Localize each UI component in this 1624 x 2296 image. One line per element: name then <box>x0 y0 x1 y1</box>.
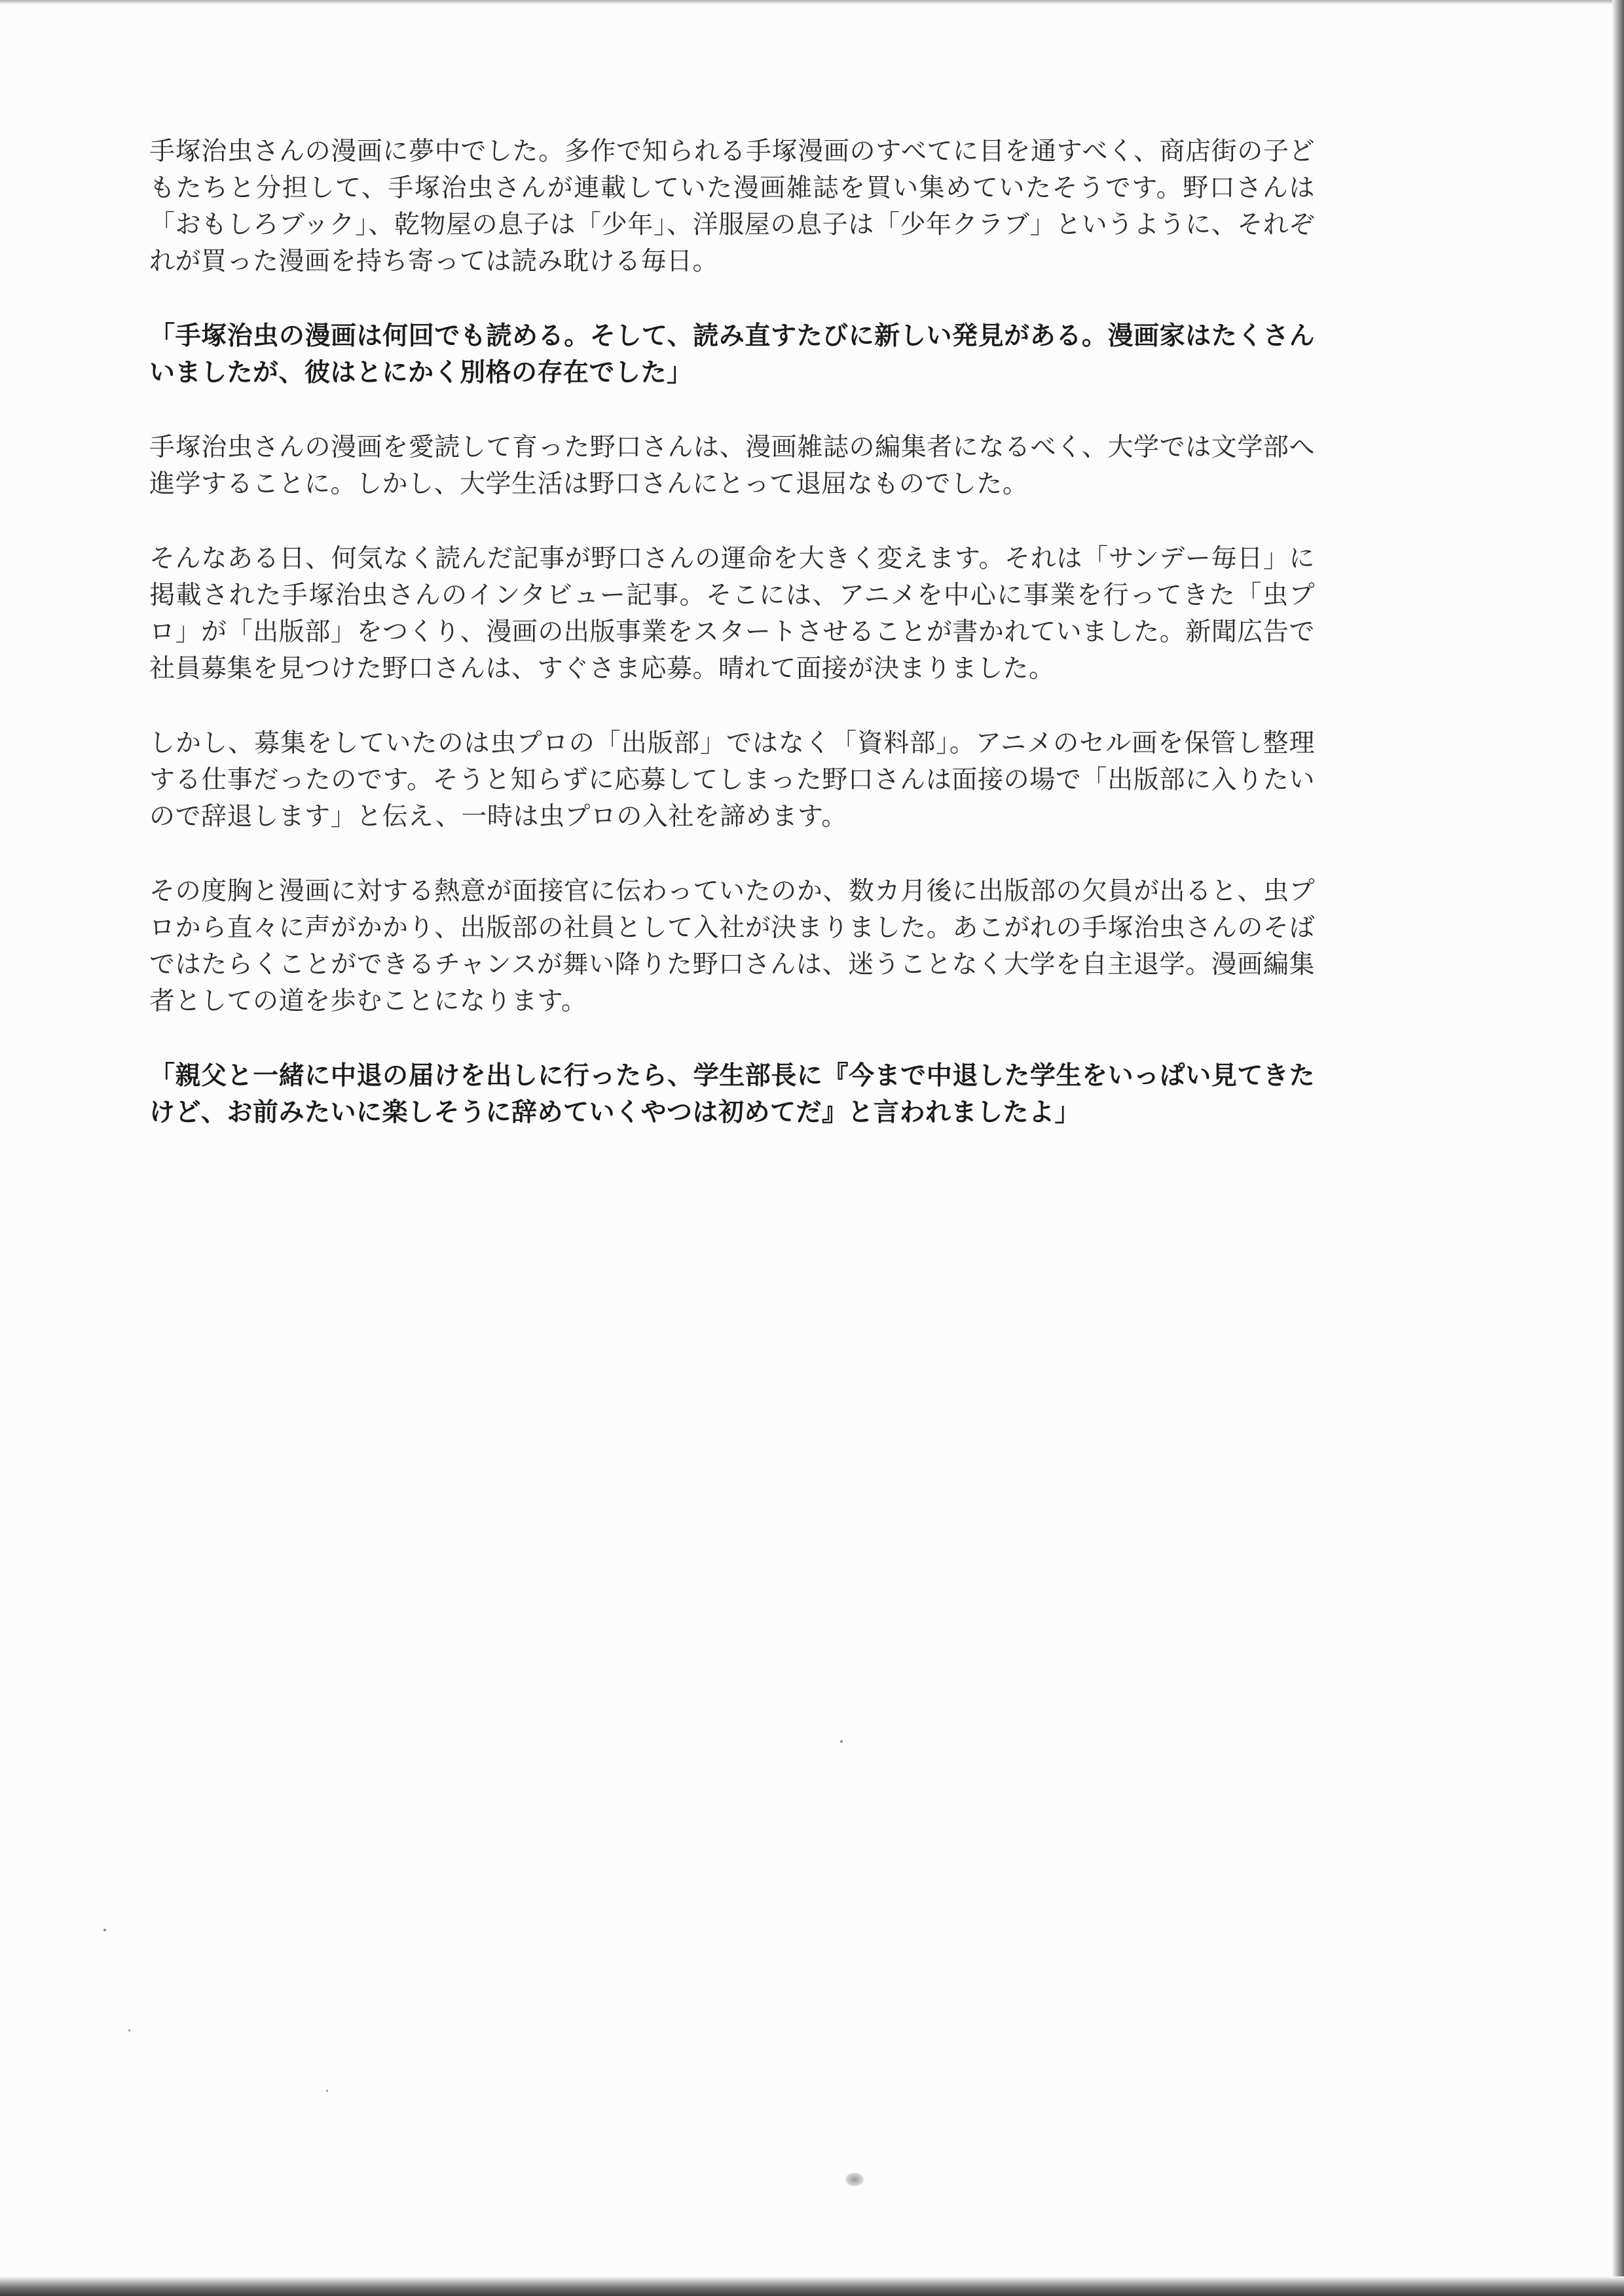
paragraph-sunday-mainichi: そんなある日、何気なく読んだ記事が野口さんの運命を大きく変えます。それは「サンデー毎日」に掲載された手塚治虫さんのインタビュー記事。そこには、アニメを中心に事業を行ってきた「虫プロ」が「出版部」をつくり、漫画の出版事業をスタートさせることが書かれていました。新聞広告で社員募集を見つけた野口さんは、すぐさま応募。晴れて面接が決まりました。 <box>149 544 1315 683</box>
article-body <box>149 134 1315 1169</box>
paragraph-recruitment-mixup: しかし、募集をしていたのは虫プロの「出版部」ではなく「資料部」。アニメのセル画を保管し整理する仕事だったのです。そうと知らずに応募してしまった野口さんは面接の場で「出版部に入りたいので辞退します」と伝え、一時は虫プロの入社を諦めます。 <box>149 729 1315 831</box>
scan-speck <box>128 2030 130 2032</box>
paragraph-childhood-manga: 手塚治虫さんの漫画に夢中でした。多作で知られる手塚漫画のすべてに目を通すべく、商店街の子どもたちと分担して、手塚治虫さんが連載していた漫画雑誌を買い集めていたそうです。野口さんは「おもしろブック」、乾物屋の息子は「少年」、洋服屋の息子は「少年クラブ」というように、それぞれが買った漫画を持ち寄っては読み耽ける毎日。 <box>149 137 1315 276</box>
scan-edge-bottom <box>0 2276 1624 2296</box>
scan-edge-right <box>1612 0 1624 2296</box>
paragraph-university: 手塚治虫さんの漫画を愛読して育った野口さんは、漫画雑誌の編集者になるべく、大学では文学部へ進学することに。しかし、大学生活は野口さんにとって退屈なものでした。 <box>149 433 1315 499</box>
paragraph-hired: その度胸と漫画に対する熱意が面接官に伝わっていたのか、数カ月後に出版部の欠員が出ると、虫プロから直々に声がかかり、出版部の社員として入社が決まりました。あこがれの手塚治虫さんのそばではたらくことができるチャンスが舞い降りた野口さんは、迷うことなく大学を自主退学。漫画編集者としての道を歩むことになります。 <box>149 877 1315 1016</box>
scan-speck <box>840 1740 843 1743</box>
scan-speck <box>103 1929 106 1931</box>
quote-dropping-out: 「親父と一緒に中退の届けを出しに行ったら、学生部長に『今まで中退した学生をいっぱい見てきたけど、お前みたいに楽しそうに辞めていくやつは初めてだ』と言われましたよ」 <box>149 1061 1315 1127</box>
quote-tezuka-rereading: 「手塚治虫の漫画は何回でも読める。そして、読み直すたびに新しい発見がある。漫画家はたくさんいましたが、彼はとにかく別格の存在でした」 <box>149 321 1315 388</box>
scan-edge-top <box>0 0 1624 4</box>
scan-blot <box>845 2172 864 2187</box>
scan-speck <box>326 2090 328 2092</box>
